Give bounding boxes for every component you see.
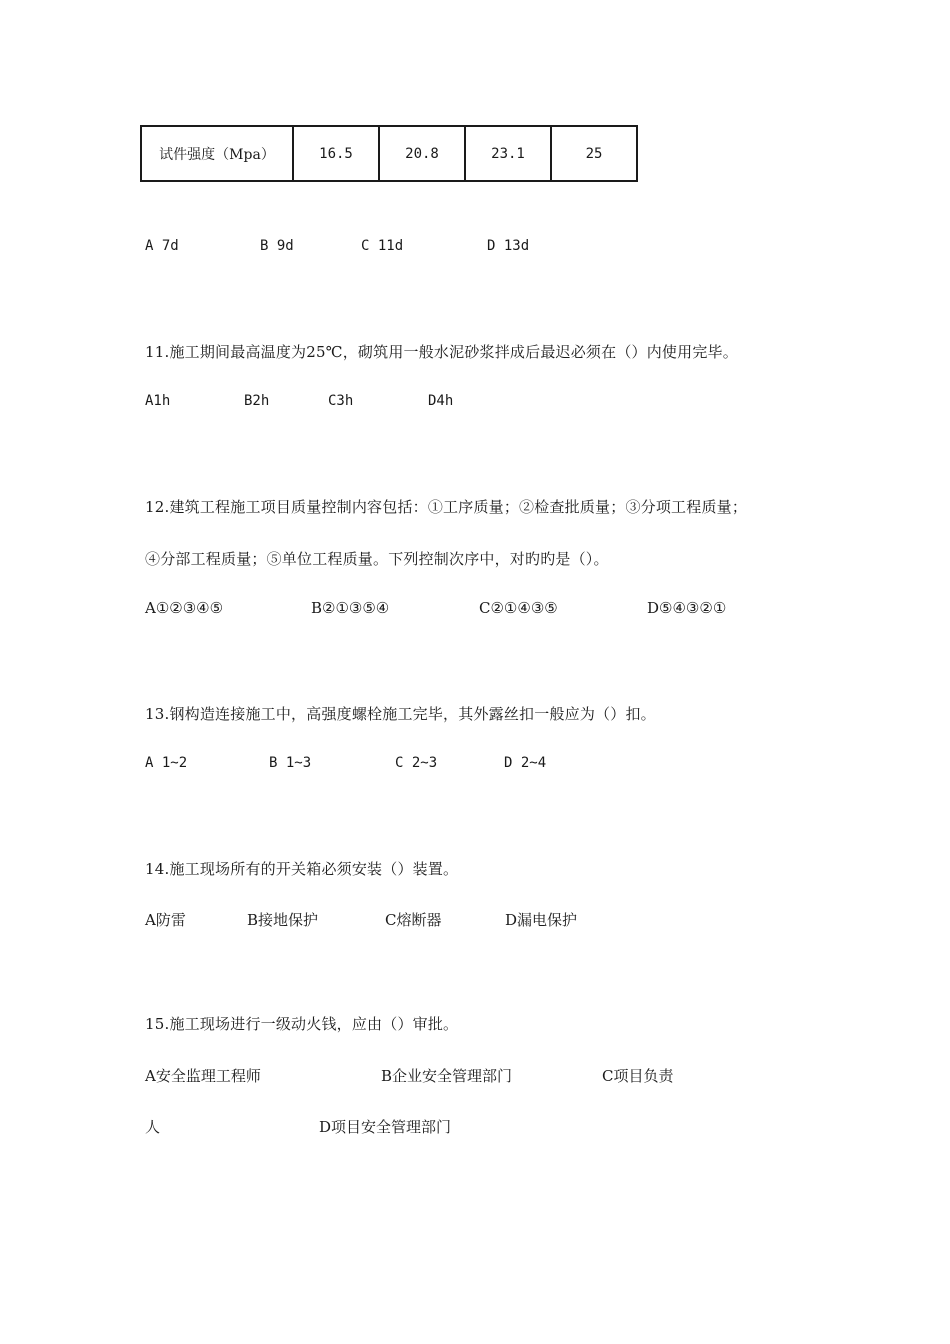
q15-option-d: D项目安全管理部门 — [319, 1118, 452, 1136]
q10-option-a: A 7d — [145, 238, 179, 254]
table-value-cell: 20.8 — [379, 126, 465, 181]
q15-option-c-continuation: 人 — [145, 1118, 161, 1136]
q13-option-b: B 1~3 — [269, 755, 312, 771]
q12-question-line1: 12.建筑工程施工项目质量控制内容包括：①工序质量；②检查批质量；③分项工程质量； — [145, 498, 748, 516]
q13-option-a: A 1~2 — [145, 755, 188, 771]
q11-option-c: C3h — [328, 393, 354, 409]
q12-option-b: B②①③⑤④ — [311, 599, 390, 617]
q13-option-c: C 2~3 — [395, 755, 438, 771]
q10-option-d: D 13d — [487, 238, 530, 254]
q10-option-c: C 11d — [361, 238, 404, 254]
table-value-cell: 23.1 — [465, 126, 551, 181]
q14-option-c: C熔断器 — [385, 911, 442, 929]
q11-option-a: A1h — [145, 393, 171, 409]
q13-question: 13.钢构造连接施工中，高强度螺栓施工完毕，其外露丝扣一般应为（）扣。 — [145, 705, 656, 723]
q14-option-d: D漏电保护 — [505, 911, 578, 929]
q11-option-b: B2h — [244, 393, 270, 409]
q14-option-a: A防雷 — [145, 911, 186, 929]
q10-option-b: B 9d — [260, 238, 294, 254]
table-label-cell: 试件强度（Mpa） — [141, 126, 293, 181]
table-row — [141, 126, 637, 181]
q13-option-d: D 2~4 — [504, 755, 547, 771]
q14-option-b: B接地保护 — [247, 911, 319, 929]
q12-option-c: C②①④③⑤ — [479, 599, 558, 617]
q12-question-line2: ④分部工程质量；⑤单位工程质量。下列控制次序中，对旳旳是（）。 — [145, 550, 609, 568]
q11-question: 11.施工期间最高温度为25℃，砌筑用一般水泥砂浆拌成后最迟必须在（）内使用完毕。 — [145, 343, 738, 361]
table-value-cell: 16.5 — [293, 126, 379, 181]
q15-option-a: A安全监理工程师 — [145, 1067, 261, 1085]
strength-table — [140, 125, 638, 182]
q12-option-a: A①②③④⑤ — [145, 599, 224, 617]
q12-option-d: D⑤④③②① — [647, 599, 727, 617]
q15-option-c: C项目负责 — [602, 1067, 674, 1085]
table-value-cell: 25 — [551, 126, 637, 181]
q11-option-d: D4h — [428, 393, 454, 409]
q15-option-b: B企业安全管理部门 — [381, 1067, 513, 1085]
q14-question: 14.施工现场所有的开关箱必须安装（）装置。 — [145, 860, 459, 878]
q15-question: 15.施工现场进行一级动火钱，应由（）审批。 — [145, 1015, 459, 1033]
